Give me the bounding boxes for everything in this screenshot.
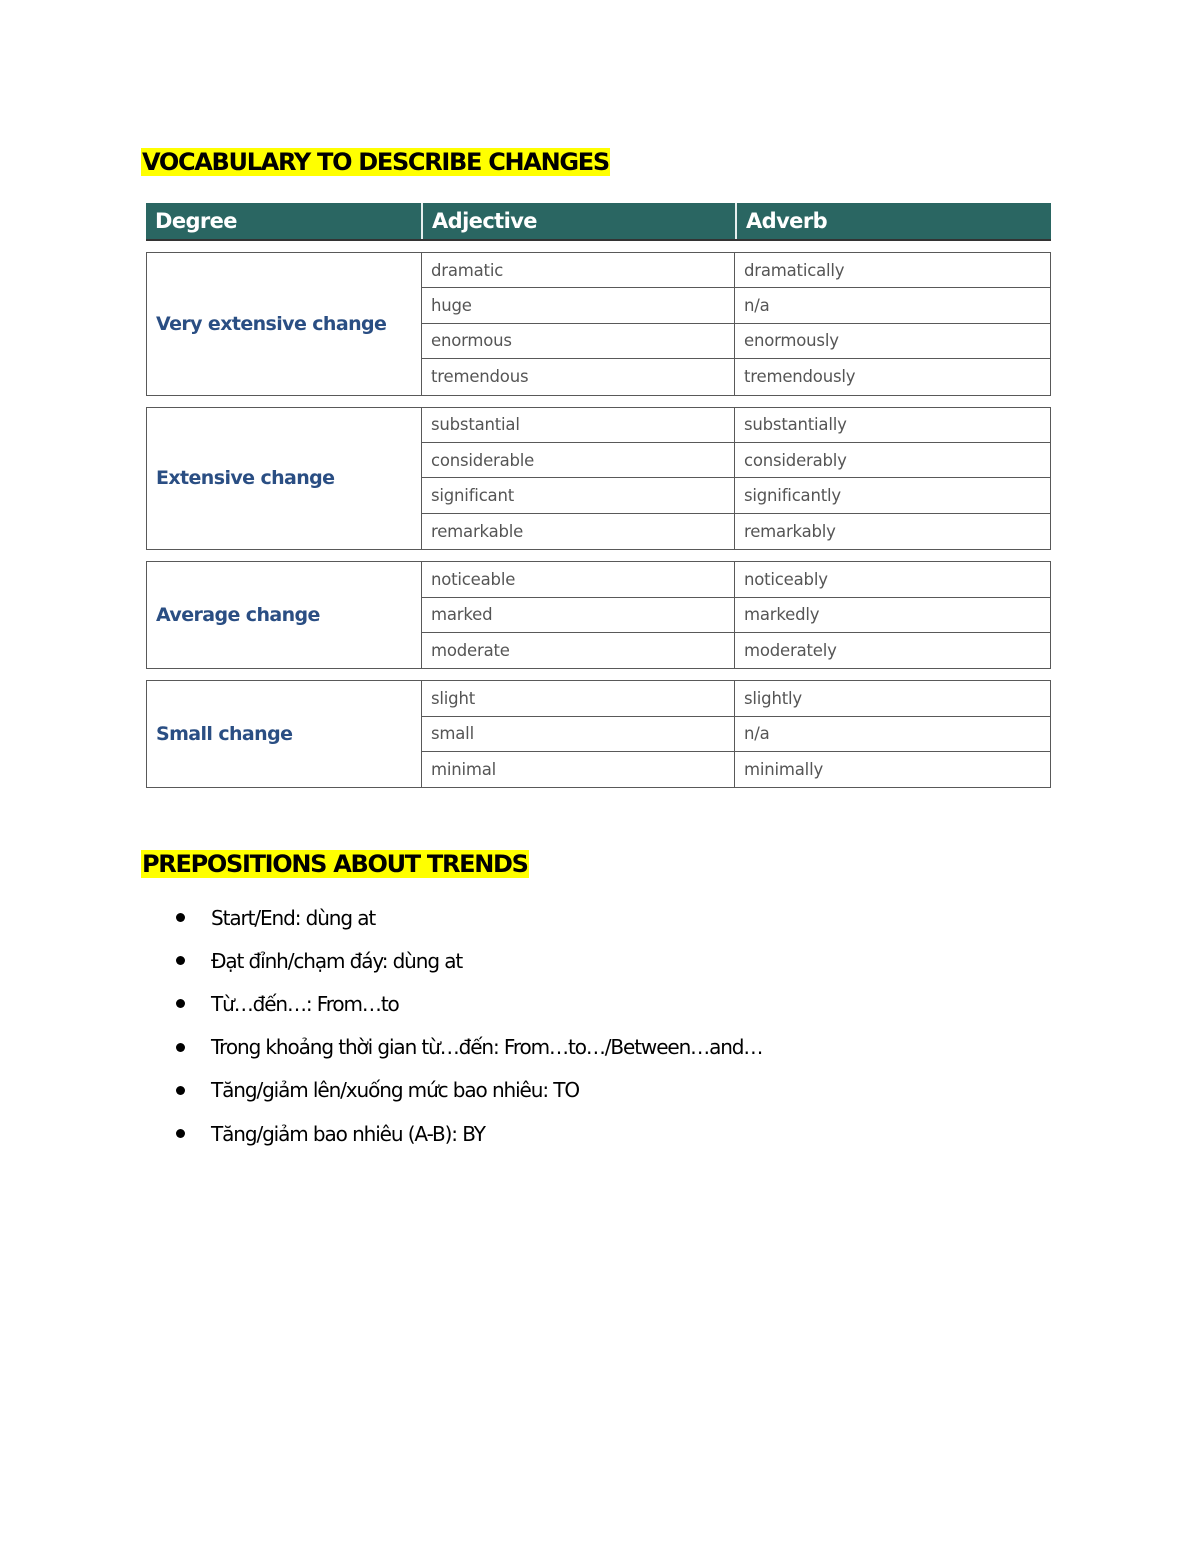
table-row xyxy=(422,288,1050,323)
list-item-text: Tăng/giảm bao nhiêu (A-B): BY xyxy=(211,1121,485,1146)
adjective-cell: huge xyxy=(422,288,735,322)
adverb-cell: considerably xyxy=(744,450,847,470)
adverb-cell: n/a xyxy=(744,724,770,744)
adjective-cell: tremendous xyxy=(422,359,735,394)
adverb-cell: remarkably xyxy=(744,521,836,541)
list-item-text: Đạt đỉnh/chạm đáy: dùng at xyxy=(211,948,463,973)
adjective-cell: moderate xyxy=(422,633,735,668)
adverb-cell: slightly xyxy=(744,688,802,708)
list-item-text: Trong khoảng thời gian từ…đến: From…to…/Between…and… xyxy=(211,1035,763,1060)
degree-group-small xyxy=(146,680,1051,788)
header-adverb: Adverb xyxy=(735,203,1051,239)
table-row xyxy=(422,443,1050,478)
table-row xyxy=(422,408,1050,443)
adverb-cell: tremendously xyxy=(744,367,856,387)
adjective-cell: minimal xyxy=(422,752,735,787)
list-item-text: Start/End: dùng at xyxy=(211,905,376,930)
adverb-cell: significantly xyxy=(744,486,841,506)
adjective-cell: significant xyxy=(422,478,735,512)
adjective-cell: noticeable xyxy=(422,562,735,596)
table-row xyxy=(422,253,1050,288)
adjective-cell: dramatic xyxy=(422,253,735,287)
adjective-cell: substantial xyxy=(422,408,735,442)
adjective-cell: enormous xyxy=(422,324,735,358)
table-row xyxy=(422,324,1050,359)
adjective-cell: remarkable xyxy=(422,514,735,549)
degree-group-very-extensive xyxy=(146,252,1051,396)
bullet-icon xyxy=(176,999,185,1008)
degree-label: Small change xyxy=(147,681,422,787)
table-row xyxy=(422,752,1050,787)
table-row xyxy=(422,717,1050,752)
degree-label: Extensive change xyxy=(147,408,422,550)
table-row xyxy=(422,633,1050,668)
table-row xyxy=(422,359,1050,394)
bullet-icon xyxy=(176,1129,185,1138)
list-item-text: Từ…đến…: From…to xyxy=(211,991,399,1016)
table-row xyxy=(422,681,1050,716)
bullet-icon xyxy=(176,1086,185,1095)
header-degree: Degree xyxy=(155,209,237,233)
degree-group-extensive xyxy=(146,407,1051,551)
adverb-cell: enormously xyxy=(744,331,839,351)
adverb-cell: minimally xyxy=(744,760,824,780)
adverb-cell: dramatically xyxy=(744,260,845,280)
bullet-icon xyxy=(176,1043,185,1052)
degree-group-average xyxy=(146,561,1051,669)
table-row xyxy=(422,514,1050,549)
adverb-cell: markedly xyxy=(744,605,820,625)
degree-label: Very extensive change xyxy=(147,253,422,395)
adjective-cell: small xyxy=(422,717,735,751)
adverb-cell: substantially xyxy=(744,415,847,435)
vocabulary-table xyxy=(146,203,1051,788)
adjective-cell: considerable xyxy=(422,443,735,477)
vocabulary-heading: VOCABULARY TO DESCRIBE CHANGES xyxy=(142,148,609,176)
table-row xyxy=(422,478,1050,513)
table-row xyxy=(422,562,1050,597)
adverb-cell: noticeably xyxy=(744,569,828,589)
bullet-icon xyxy=(176,913,185,922)
table-header xyxy=(146,203,1051,241)
list-item-text: Tăng/giảm lên/xuống mức bao nhiêu: TO xyxy=(211,1078,579,1103)
adjective-cell: slight xyxy=(422,681,735,715)
table-row xyxy=(422,598,1050,633)
adverb-cell: n/a xyxy=(744,296,770,316)
prepositions-heading: PREPOSITIONS ABOUT TRENDS xyxy=(142,850,528,878)
adverb-cell: moderately xyxy=(744,641,837,661)
header-adjective: Adjective xyxy=(421,203,735,239)
adjective-cell: marked xyxy=(422,598,735,632)
bullet-icon xyxy=(176,956,185,965)
degree-label: Average change xyxy=(147,562,422,668)
